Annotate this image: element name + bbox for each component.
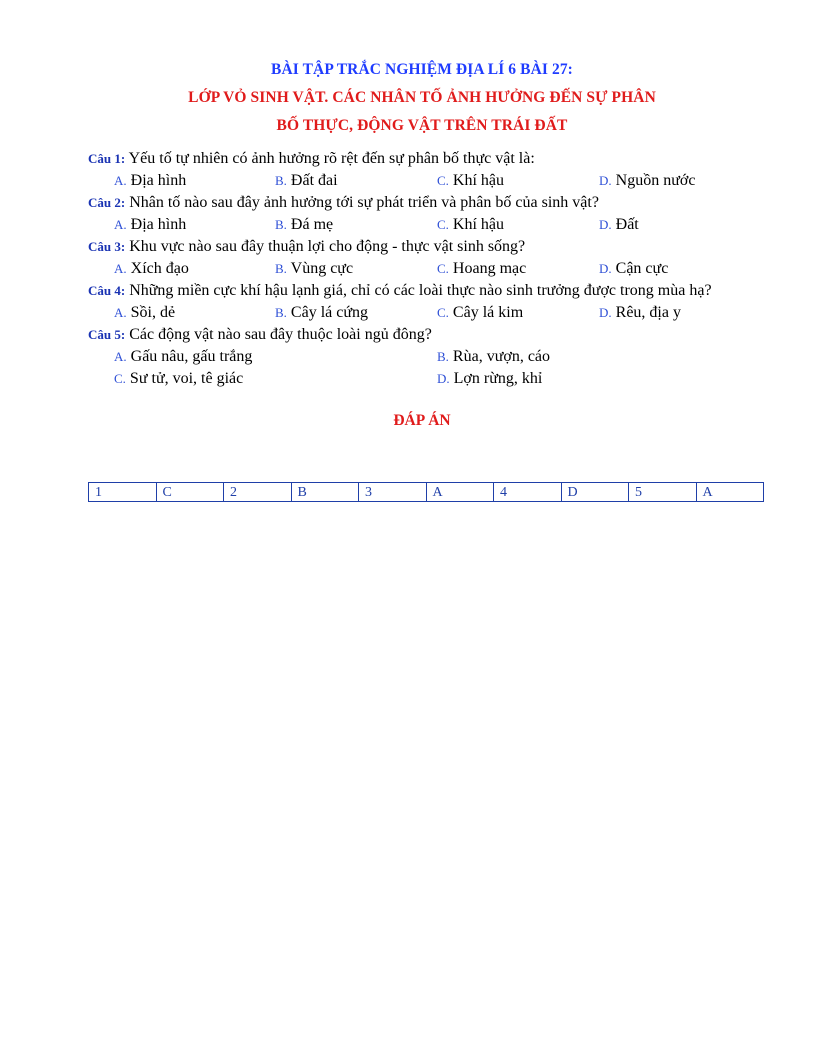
option-a: A. Địa hình: [114, 216, 187, 233]
option-d: D. Cận cực: [599, 260, 669, 277]
lesson-title-line-1: LỚP VỎ SINH VẬT. CÁC NHÂN TỐ ẢNH HƯỞNG ĐẾN SỰ PHÂN: [188, 89, 656, 106]
option-d: D. Lợn rừng, khỉ: [437, 370, 543, 387]
worksheet-title: BÀI TẬP TRẮC NGHIỆM ĐỊA LÍ 6 BÀI 27:: [271, 61, 573, 78]
option-d: D. Đất: [599, 216, 639, 233]
answer-cell: 4: [494, 483, 562, 502]
question-text: Các động vật nào sau đây thuộc loài ngủ đông?: [125, 326, 432, 343]
option-c: C. Hoang mạc: [437, 260, 527, 277]
question-1-options: [88, 170, 756, 192]
answer-key-title: ĐÁP ÁN: [393, 412, 451, 429]
answer-cell: A: [426, 483, 494, 502]
option-b: B. Vùng cực: [275, 260, 354, 277]
option-c: C. Khí hậu: [437, 172, 505, 189]
answer-cell: 3: [359, 483, 427, 502]
question-2-options: [88, 214, 756, 236]
question-5-options-row-2: [88, 368, 756, 390]
question-4-options: [88, 302, 756, 324]
question-4: [88, 280, 756, 302]
option-a: A. Gấu nâu, gấu trắng: [114, 348, 253, 365]
answer-cell: A: [696, 483, 764, 502]
option-a: A. Xích đạo: [114, 260, 189, 277]
option-d: D. Nguồn nước: [599, 172, 696, 189]
answer-cell: C: [156, 483, 224, 502]
question-label: Câu 5:: [88, 327, 126, 342]
question-label: Câu 1:: [88, 151, 126, 166]
question-3: [88, 236, 756, 258]
answer-cell: 5: [629, 483, 697, 502]
option-b: B. Đất đai: [275, 172, 338, 189]
option-d: D. Rêu, địa y: [599, 304, 681, 321]
table-row: [89, 483, 764, 502]
question-text: Nhân tố nào sau đây ảnh hưởng tới sự phát triển và phân bố của sinh vật?: [125, 194, 599, 211]
question-text: Yếu tố tự nhiên có ảnh hưởng rõ rệt đến sự phân bố thực vật là:: [125, 150, 535, 167]
option-c: C. Khí hậu: [437, 216, 505, 233]
question-label: Câu 3:: [88, 239, 126, 254]
answer-key-table: [88, 482, 764, 502]
option-a: A. Sồi, dẻ: [114, 304, 176, 321]
question-label: Câu 2:: [88, 195, 126, 210]
option-a: A. Địa hình: [114, 172, 187, 189]
question-text: Khu vực nào sau đây thuận lợi cho động - thực vật sinh sống?: [125, 238, 526, 255]
question-5: [88, 324, 756, 346]
option-b: B. Rùa, vượn, cáo: [437, 348, 551, 365]
lesson-title-line-2: BỐ THỰC, ĐỘNG VẬT TRÊN TRÁI ĐẤT: [276, 117, 568, 134]
option-c: C. Sư tử, voi, tê giác: [114, 370, 244, 387]
answer-cell: 1: [89, 483, 157, 502]
question-2: [88, 192, 756, 214]
question-3-options: [88, 258, 756, 280]
question-5-options-row-1: [88, 346, 756, 368]
question-label: Câu 4:: [88, 283, 126, 298]
answer-cell: D: [561, 483, 629, 502]
answer-cell: 2: [224, 483, 292, 502]
question-1: [88, 148, 756, 170]
option-b: B. Đá mẹ: [275, 216, 334, 233]
answer-cell: B: [291, 483, 359, 502]
document-page: [88, 56, 756, 432]
option-b: B. Cây lá cứng: [275, 304, 369, 321]
question-text: Những miền cực khí hậu lạnh giá, chỉ có các loài thực nào sinh trưởng được trong mùa hạ?: [125, 282, 712, 299]
option-c: C. Cây lá kim: [437, 304, 524, 321]
